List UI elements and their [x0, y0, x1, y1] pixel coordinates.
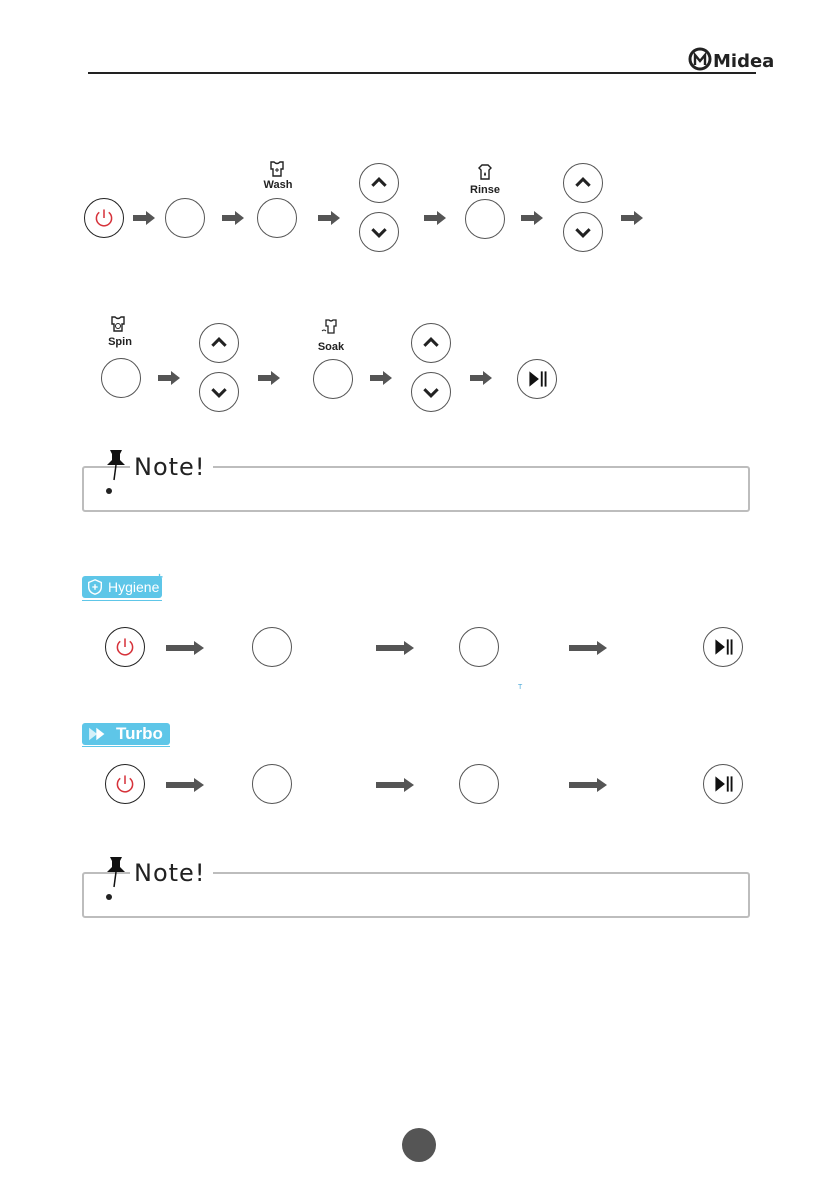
right-arrow-icon: [370, 371, 392, 385]
power-icon: [106, 628, 144, 666]
hygiene-underline: [82, 600, 162, 601]
midea-logo: [686, 44, 775, 72]
up-chevron-icon: [200, 324, 238, 362]
down-chevron-icon: [564, 213, 602, 251]
tiny-mark: T: [518, 684, 523, 691]
up-button[interactable]: [199, 323, 239, 363]
fast-forward-icon: [87, 725, 111, 743]
shield-icon: [86, 578, 104, 596]
right-arrow-icon: [521, 211, 543, 225]
down-chevron-icon: [200, 373, 238, 411]
hygiene-badge: [82, 570, 164, 598]
pushpin-icon: [104, 448, 130, 482]
right-arrow-icon: [258, 371, 280, 385]
up-button[interactable]: [411, 323, 451, 363]
hygiene-program-button[interactable]: [252, 627, 292, 667]
spin-icon: [109, 315, 127, 333]
up-chevron-icon: [412, 324, 450, 362]
power-icon: [85, 199, 123, 237]
down-chevron-icon: [412, 373, 450, 411]
note-title: Note!: [130, 453, 213, 481]
start-pause-icon: [518, 360, 556, 398]
down-button[interactable]: [199, 372, 239, 412]
rinse-label: Rinse: [470, 184, 500, 196]
power-button[interactable]: [84, 198, 124, 238]
right-arrow-icon: [470, 371, 492, 385]
turbo-underline: [82, 746, 170, 747]
turbo-program-button[interactable]: [252, 764, 292, 804]
start-pause-button[interactable]: [703, 764, 743, 804]
up-chevron-icon: [564, 164, 602, 202]
power-icon: [106, 765, 144, 803]
turbo-label: Turbo: [116, 724, 163, 743]
up-chevron-icon: [360, 164, 398, 202]
right-arrow-icon: [222, 211, 244, 225]
down-chevron-icon: [360, 213, 398, 251]
up-button[interactable]: [563, 163, 603, 203]
right-arrow-icon: [621, 211, 643, 225]
right-arrow-icon: [376, 778, 414, 792]
note-bullet: [106, 488, 112, 494]
soak-button[interactable]: [313, 359, 353, 399]
page-number-marker: [402, 1128, 436, 1162]
turbo-option-button[interactable]: [459, 764, 499, 804]
power-button[interactable]: [105, 764, 145, 804]
program-button[interactable]: [165, 198, 205, 238]
turbo-badge: [82, 723, 170, 745]
start-pause-icon: [704, 765, 742, 803]
spin-label: Spin: [108, 336, 132, 348]
right-arrow-icon: [569, 641, 607, 655]
note-bullet: [106, 894, 112, 900]
soak-icon: [321, 318, 339, 336]
right-arrow-icon: [376, 641, 414, 655]
up-button[interactable]: [359, 163, 399, 203]
hygiene-option-button[interactable]: [459, 627, 499, 667]
start-pause-icon: [704, 628, 742, 666]
start-pause-button[interactable]: [703, 627, 743, 667]
spin-button[interactable]: [101, 358, 141, 398]
right-arrow-icon: [133, 211, 155, 225]
down-button[interactable]: [411, 372, 451, 412]
right-arrow-icon: [166, 641, 204, 655]
wash-button[interactable]: [257, 198, 297, 238]
right-arrow-icon: [166, 778, 204, 792]
down-button[interactable]: [359, 212, 399, 252]
pushpin-icon: [104, 855, 130, 889]
wash-icon: [268, 160, 286, 178]
svg-text:Midea: Midea: [713, 51, 775, 72]
rinse-icon: [476, 163, 494, 181]
down-button[interactable]: [563, 212, 603, 252]
right-arrow-icon: [158, 371, 180, 385]
header-rule: [88, 72, 756, 74]
soak-label: Soak: [317, 341, 345, 353]
rinse-button[interactable]: [465, 199, 505, 239]
power-button[interactable]: [105, 627, 145, 667]
note-title: Note!: [130, 859, 213, 887]
right-arrow-icon: [424, 211, 446, 225]
hygiene-label: Hygiene: [108, 579, 160, 595]
hygiene-plus: +: [156, 570, 164, 584]
right-arrow-icon: [569, 778, 607, 792]
right-arrow-icon: [318, 211, 340, 225]
wash-label: Wash: [263, 179, 293, 191]
start-pause-button[interactable]: [517, 359, 557, 399]
